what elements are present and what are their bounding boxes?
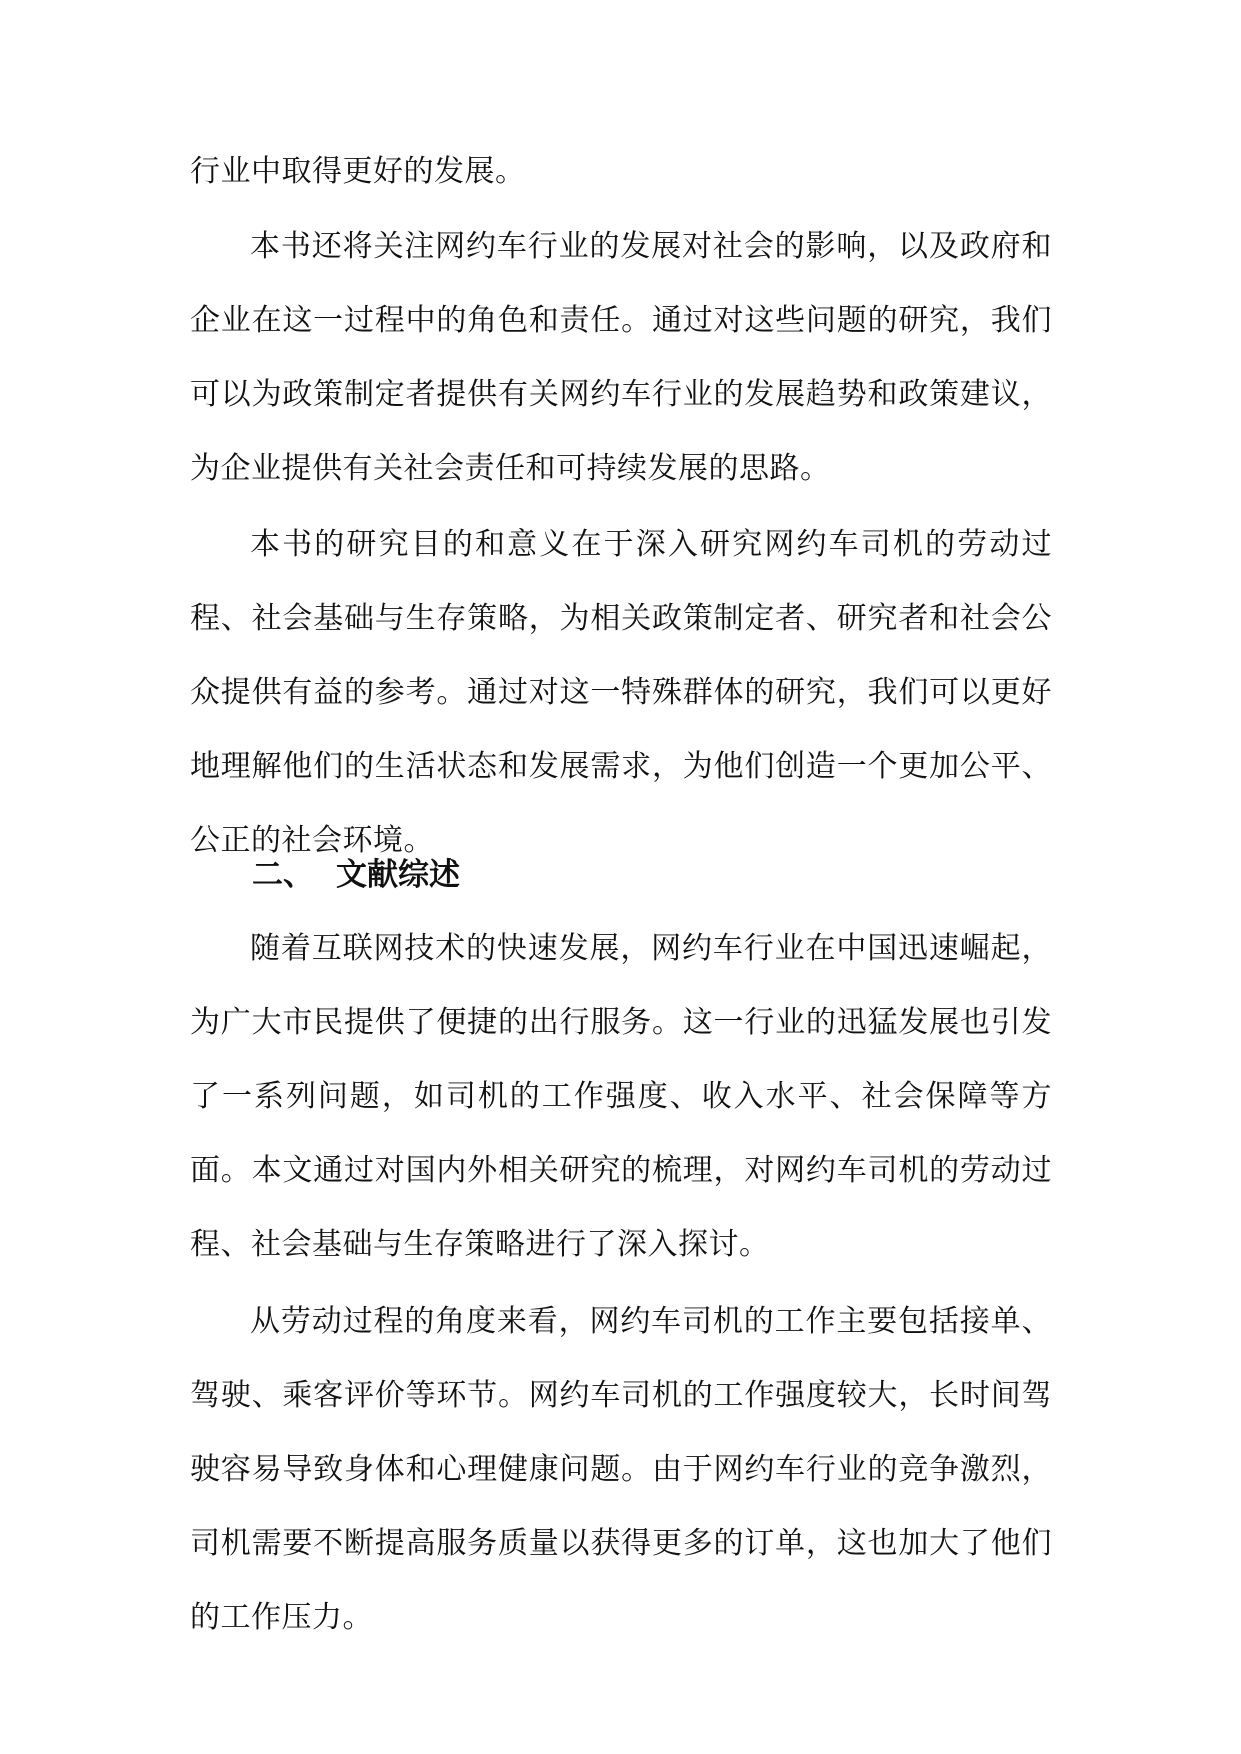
paragraph-research-purpose: 本书的研究目的和意义在于深入研究网约车司机的劳动过程、社会基础与生存策略，为相关政策制定者、研究者和社会公众提供有益的参考。通过对这一特殊群体的研究，我们可以更好地理解他们的生活状态和发展需求，为他们创造一个更加公平、公正的社会环境。 bbox=[190, 527, 1052, 858]
paragraph-social-impact: 本书还将关注网约车行业的发展对社会的影响，以及政府和企业在这一过程中的角色和责任。通过对这些问题的研究，我们可以为政策制定者提供有关网约车行业的发展趋势和政策建议，为企业提供有关社会责任和可持续发展的思路。 bbox=[190, 229, 1052, 486]
paragraph-labor-process: 从劳动过程的角度来看，网约车司机的工作主要包括接单、驾驶、乘客评价等环节。网约车司机的工作强度较大，长时间驾驶容易导致身体和心理健康问题。由于网约车行业的竞争激烈，司机需要不断提高服务质量以获得更多的订单，这也加大了他们的工作压力。 bbox=[190, 1304, 1052, 1635]
paragraph-literature-intro: 随着互联网技术的快速发展，网约车行业在中国迅速崛起，为广大市民提供了便捷的出行服务。这一行业的迅猛发展也引发了一系列问题，如司机的工作强度、收入水平、社会保障等方面。本文通过对国内外相关研究的梳理，对网约车司机的劳动过程、社会基础与生存策略进行了深入探讨。 bbox=[190, 931, 1052, 1262]
section-heading bbox=[252, 850, 460, 900]
section-title: 文献综述 bbox=[336, 857, 460, 893]
paragraph-continuation: 行业中取得更好的发展。 bbox=[190, 154, 526, 189]
section-number: 二、 bbox=[252, 857, 314, 893]
